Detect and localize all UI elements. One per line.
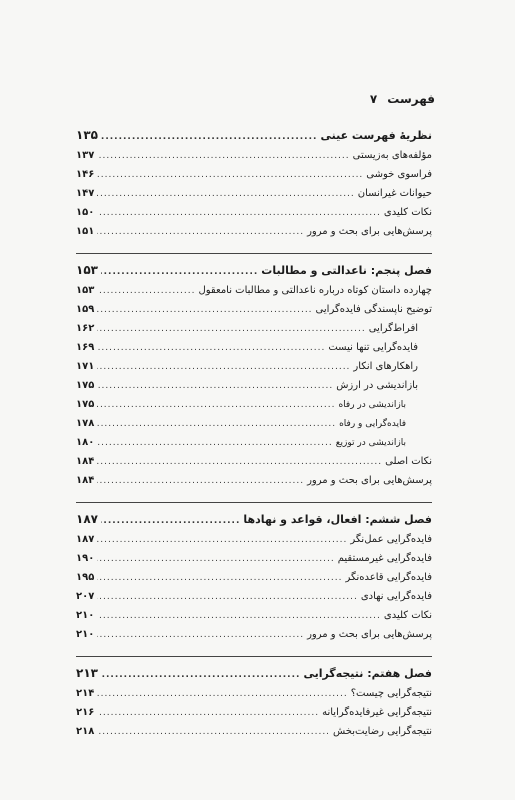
- toc-entry: [76, 188, 432, 207]
- toc-entry: [76, 169, 432, 188]
- toc-entry-title: نتیجه‌گرایی غیرفایده‌گرایانه: [322, 707, 432, 718]
- toc-entry-page: ۱۷۸: [76, 418, 95, 429]
- toc-entry-page: ۲۰۷: [76, 591, 95, 602]
- dot-leader: [97, 689, 347, 699]
- toc-entry-title: افراط‌گرایی: [368, 323, 418, 334]
- toc-entry: [76, 688, 432, 707]
- dot-leader: [97, 362, 350, 372]
- toc-entry: [76, 591, 432, 610]
- toc-entry-page: ۲۱۴: [76, 688, 95, 699]
- toc-entry-title: فراسوی خوشی: [366, 169, 432, 180]
- toc-entry-page: ۱۸۷: [76, 512, 98, 526]
- toc-chapter-entry: [76, 512, 432, 534]
- toc-entry-title: چهارده داستان کوتاه درباره ناعدالتی و مطالبات نامعقول: [198, 285, 432, 296]
- dot-leader: [97, 727, 330, 737]
- toc-entry-title: فایده‌گرایی و رفاه: [339, 419, 406, 429]
- dot-leader: [97, 419, 336, 429]
- toc-entry-page: ۱۴۷: [76, 188, 95, 199]
- dot-leader: [97, 381, 333, 391]
- dot-leader: [97, 208, 381, 218]
- dot-leader: [97, 227, 304, 237]
- toc-entry: [76, 226, 432, 245]
- toc-entry-page: ۱۹۵: [76, 572, 95, 583]
- toc-entry-page: ۱۵۹: [76, 304, 95, 315]
- dot-leader: [101, 132, 317, 142]
- dot-leader: [97, 151, 349, 161]
- toc-entry-title: مؤلفه‌های به‌زیستی: [352, 150, 432, 161]
- toc-entry-page: ۲۱۰: [76, 629, 95, 640]
- toc-entry-title: توضیح ناپسندگی فایده‌گرایی: [315, 304, 432, 315]
- toc-entry-title: پرسش‌هایی برای بحث و مرور: [307, 475, 432, 486]
- dot-leader: [97, 286, 195, 296]
- toc-entry-page: ۲۱۳: [76, 666, 98, 680]
- dot-leader: [97, 170, 363, 180]
- toc-entry-page: ۱۵۳: [76, 285, 95, 296]
- toc-entry: [76, 572, 432, 591]
- toc-chapter-entry: [76, 666, 432, 688]
- dot-leader: [97, 476, 304, 486]
- dot-leader: [97, 573, 342, 583]
- toc-entry-page: ۱۵۰: [76, 207, 95, 218]
- toc-entry-page: ۱۵۱: [76, 226, 95, 237]
- toc-entry: [76, 285, 432, 304]
- toc-entry: [76, 553, 432, 572]
- dot-leader: [97, 324, 365, 334]
- toc-entry-page: ۲۱۸: [76, 726, 95, 737]
- toc-entry: [76, 399, 432, 418]
- toc-entry-title: حیوانات غیرانسان: [357, 188, 432, 199]
- toc-entry-page: ۱۸۷: [76, 534, 95, 545]
- toc-entry-page: ۱۴۶: [76, 169, 95, 180]
- toc-entry-title: فایده‌گرایی تنها نیست: [328, 342, 418, 353]
- dot-leader: [97, 554, 334, 564]
- toc-entry: [76, 304, 432, 323]
- toc-entry: [76, 610, 432, 629]
- section-divider: [76, 648, 432, 657]
- header-title: فهرست: [387, 92, 435, 106]
- header-page-number: ۷: [369, 92, 378, 106]
- toc-entry: [76, 323, 432, 342]
- toc-entry-page: ۲۱۰: [76, 610, 95, 621]
- table-of-contents: [76, 128, 432, 745]
- toc-entry-title: پرسش‌هایی برای بحث و مرور: [307, 226, 432, 237]
- toc-entry-page: ۱۶۹: [76, 342, 95, 353]
- toc-entry-title: نکات اصلی: [385, 456, 432, 467]
- toc-entry-page: ۱۷۵: [76, 380, 95, 391]
- toc-entry: [76, 456, 432, 475]
- toc-entry: [76, 437, 432, 456]
- toc-entry: [76, 361, 432, 380]
- toc-entry-page: ۱۶۲: [76, 323, 95, 334]
- toc-entry-page: ۲۱۶: [76, 707, 95, 718]
- dot-leader: [101, 516, 240, 526]
- toc-entry-page: ۱۹۰: [76, 553, 95, 564]
- running-header: [370, 92, 435, 106]
- toc-chapter-entry: [76, 128, 432, 150]
- toc-entry-title: راهکارهای انکار: [353, 361, 418, 372]
- section-divider: [76, 245, 432, 254]
- toc-entry-title: بازاندیشی در توزیع: [335, 438, 406, 448]
- toc-entry: [76, 207, 432, 226]
- toc-entry-title: بازاندیشی در رفاه: [338, 400, 406, 410]
- toc-entry: [76, 475, 432, 494]
- toc-entry-title: نکات کلیدی: [383, 610, 432, 621]
- toc-entry-page: ۱۳۵: [76, 128, 98, 142]
- toc-entry-page: ۱۵۳: [76, 263, 98, 277]
- toc-entry-title: فصل ششم: افعال، قواعد و نهادها: [243, 513, 432, 526]
- dot-leader: [101, 670, 300, 680]
- section-divider: [76, 494, 432, 503]
- dot-leader: [97, 438, 332, 448]
- toc-entry-page: ۱۸۰: [76, 437, 95, 448]
- toc-entry-page: ۱۷۱: [76, 361, 95, 372]
- dot-leader: [97, 457, 382, 467]
- dot-leader: [97, 611, 381, 621]
- toc-entry-title: نتیجه‌گرایی رضایت‌بخش: [333, 726, 432, 737]
- dot-leader: [97, 189, 354, 199]
- toc-entry-title: فایده‌گرایی نهادی: [360, 591, 432, 602]
- toc-entry-page: ۱۸۴: [76, 475, 95, 486]
- toc-entry-title: نتیجه‌گرایی چیست؟: [350, 688, 432, 699]
- toc-entry: [76, 342, 432, 361]
- toc-entry-title: بازاندیشی در ارزش: [336, 380, 418, 391]
- toc-entry-title: فصل پنجم: ناعدالتی و مطالبات: [261, 264, 432, 277]
- toc-entry-title: فایده‌گرایی قاعده‌نگر: [345, 572, 432, 583]
- toc-entry: [76, 534, 432, 553]
- dot-leader: [97, 535, 347, 545]
- toc-entry-title: نکات کلیدی: [383, 207, 432, 218]
- dot-leader: [97, 400, 335, 410]
- dot-leader: [97, 305, 312, 315]
- dot-leader: [97, 343, 325, 353]
- toc-entry-page: ۱۷۵: [76, 399, 95, 410]
- toc-entry-page: ۱۸۴: [76, 456, 95, 467]
- toc-entry-title: فایده‌گرایی غیرمستقیم: [337, 553, 432, 564]
- dot-leader: [97, 630, 304, 640]
- dot-leader: [97, 592, 358, 602]
- toc-entry-title: فایده‌گرایی عمل‌نگر: [350, 534, 432, 545]
- toc-entry-title: فصل هفتم: نتیجه‌گرایی: [303, 667, 432, 680]
- toc-entry-page: ۱۳۷: [76, 150, 95, 161]
- toc-entry: [76, 629, 432, 648]
- toc-entry: [76, 380, 432, 399]
- toc-entry-title: نظریهٔ فهرست عینی: [320, 129, 432, 142]
- dot-leader: [97, 708, 319, 718]
- toc-entry: [76, 707, 432, 726]
- toc-entry: [76, 150, 432, 169]
- toc-entry: [76, 418, 432, 437]
- toc-chapter-entry: [76, 263, 432, 285]
- toc-entry-title: پرسش‌هایی برای بحث و مرور: [307, 629, 432, 640]
- dot-leader: [101, 267, 258, 277]
- toc-entry: [76, 726, 432, 745]
